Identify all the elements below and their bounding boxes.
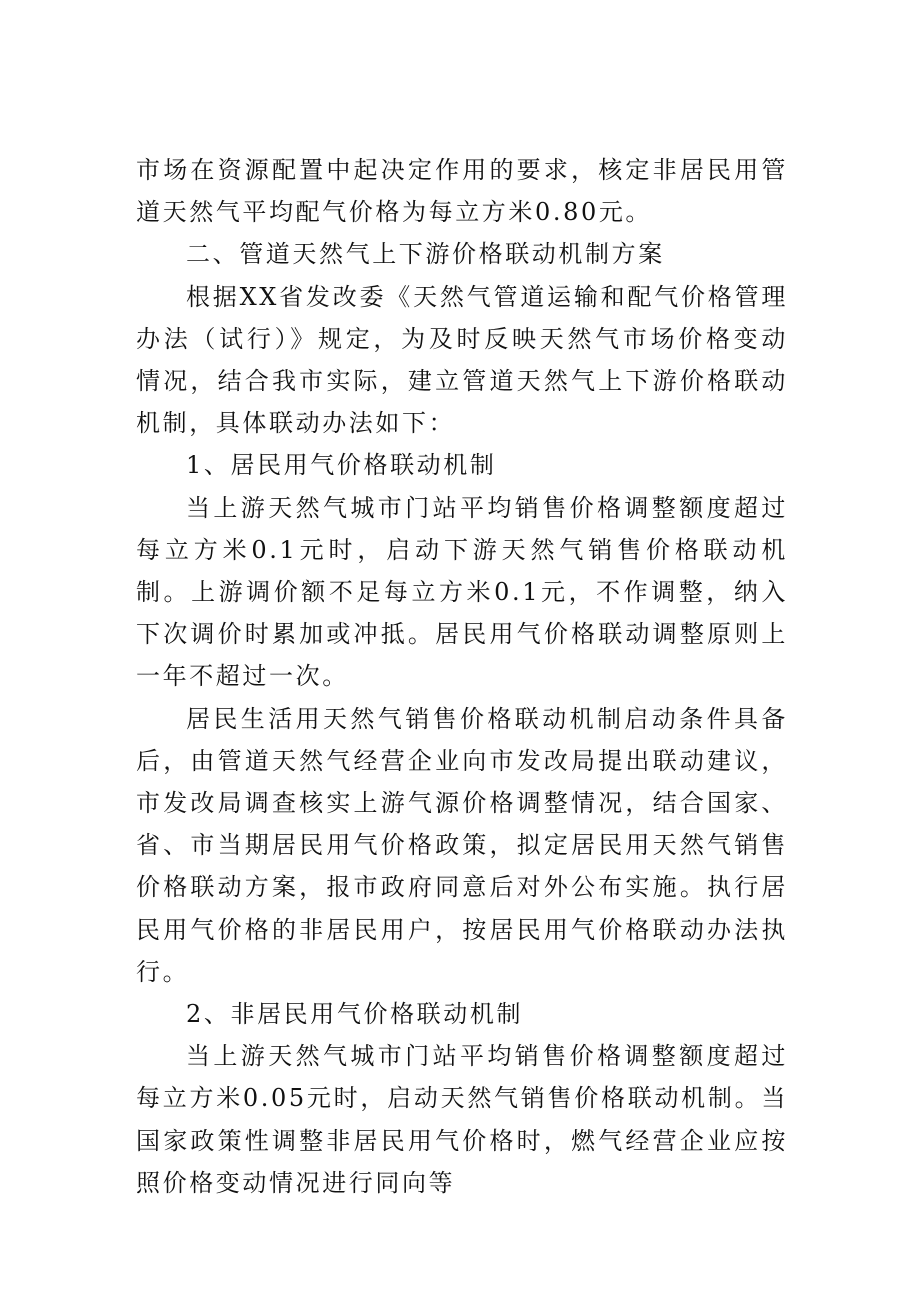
subheading-nonresidential-linkage: 2、非居民用气价格联动机制	[186, 1000, 524, 1029]
document-body	[136, 149, 788, 1204]
section-heading-2: 二、管道天然气上下游价格联动机制方案	[186, 240, 665, 269]
paragraph-basis: 根据XX省发改委《天然气管道运输和配气价格管理办法（试行）》规定，为及时反映天然气市场价格变动情况，结合我市实际，建立管道天然气上下游价格联动机制，具体联动办法如下：	[136, 282, 788, 438]
subheading-residential-linkage: 1、居民用气价格联动机制	[186, 451, 497, 480]
paragraph-residential-procedure: 居民生活用天然气销售价格联动机制启动条件具备后，由管道天然气经营企业向市发改局提出联动建议，市发改局调查核实上游气源价格调整情况，结合国家、省、市当期居民用气价格政策，拟定居民用天然气销售价格联动方案，报市政府同意后对外公布实施。执行居民用气价格的非居民用户，按居民用气价格联动办法执行。	[136, 704, 788, 986]
paragraph-nonresidential-trigger: 当上游天然气城市门站平均销售价格调整额度超过每立方米0.05元时，启动天然气销售价格联动机制。当国家政策性调整非居民用气价格时，燃气经营企业应按照价格变动情况进行同向等	[136, 1042, 788, 1197]
paragraph-residential-trigger: 当上游天然气城市门站平均销售价格调整额度超过每立方米0.1元时，启动下游天然气销售价格联动机制。上游调价额不足每立方米0.1元，不作调整，纳入下次调价时累加或冲抵。居民用气价格联动调整原则上一年不超过一次。	[136, 493, 788, 691]
paragraph-continuation: 市场在资源配置中起决定作用的要求，核定非居民用管道天然气平均配气价格为每立方米0.80元。	[136, 156, 788, 227]
